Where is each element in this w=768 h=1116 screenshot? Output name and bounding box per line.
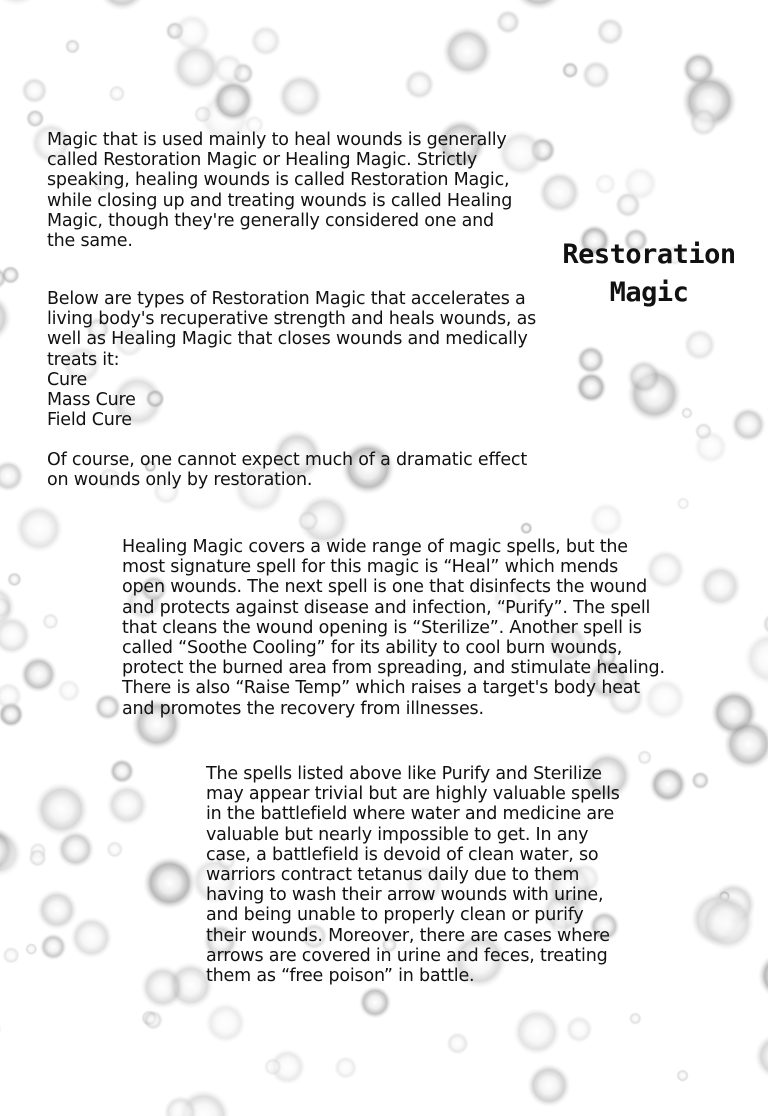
battlefield-line: may appear trivial but are highly valuable spells <box>206 784 620 805</box>
battlefield-paragraph <box>206 764 620 986</box>
battlefield-line: them as “free poison” in battle. <box>206 966 475 987</box>
battlefield-line: and being unable to properly clean or purify <box>206 905 584 926</box>
spell-list-item: Mass Cure <box>47 390 136 411</box>
healing-line: There is also “Raise Temp” which raises a target's body heat <box>122 678 640 699</box>
battlefield-line: warriors contract tetanus daily due to them <box>206 865 580 886</box>
intro-line: called Restoration Magic or Healing Magic. Strictly <box>47 150 477 171</box>
intro-line: speaking, healing wounds is called Restoration Magic, <box>47 170 510 191</box>
healing-line: protect the burned area from spreading, and stimulate healing. <box>122 658 665 679</box>
types-line: well as Healing Magic that closes wounds and medically <box>47 329 528 350</box>
effect-line: Of course, one cannot expect much of a dramatic effect <box>47 450 528 470</box>
spell-list-item: Cure <box>47 369 88 390</box>
intro-line: while closing up and treating wounds is called Healing <box>47 190 513 211</box>
healing-line: and promotes the recovery from illnesses. <box>122 698 484 719</box>
intro-line: Magic, though they're generally considered one and <box>47 210 494 231</box>
effect-paragraph <box>47 450 527 490</box>
healing-line: open wounds. The next spell is one that disinfects the wound <box>122 577 648 598</box>
title-line-1: Restoration <box>562 239 736 270</box>
battlefield-line: case, a battlefield is devoid of clean water, so <box>206 844 599 865</box>
healing-line: most signature spell for this magic is “Heal” which mends <box>122 557 619 578</box>
title-line-2: Magic <box>609 277 689 308</box>
battlefield-line: arrows are covered in urine and feces, treating <box>206 945 608 966</box>
types-line: Below are types of Restoration Magic that accelerates a <box>47 289 526 309</box>
battlefield-line: their wounds. Moreover, there are cases where <box>206 925 610 946</box>
types-paragraph <box>47 289 536 430</box>
battlefield-line: The spells listed above like Purify and Sterilize <box>206 764 602 784</box>
intro-line: the same. <box>47 231 133 252</box>
healing-line: that cleans the wound opening is “Sterilize”. Another spell is <box>122 617 642 638</box>
intro-paragraph <box>47 130 512 251</box>
types-line: treats it: <box>47 349 120 370</box>
battlefield-line: in the battlefield where water and medicine are <box>206 804 615 825</box>
intro-line: Magic that is used mainly to heal wounds is generally <box>47 130 507 150</box>
effect-line: on wounds only by restoration. <box>47 470 313 491</box>
types-line: living body's recuperative strength and heals wounds, as <box>47 309 537 330</box>
battlefield-line: having to wash their arrow wounds with urine, <box>206 885 604 906</box>
spell-list-item: Field Cure <box>47 410 132 431</box>
healing-paragraph <box>122 537 665 719</box>
healing-line: and protects against disease and infection, “Purify”. The spell <box>122 597 651 618</box>
page-title <box>556 236 742 312</box>
healing-line: called “Soothe Cooling” for its ability to cool burn wounds, <box>122 638 623 659</box>
battlefield-line: valuable but nearly impossible to get. In any <box>206 824 589 845</box>
healing-line: Healing Magic covers a wide range of magic spells, but the <box>122 537 628 557</box>
